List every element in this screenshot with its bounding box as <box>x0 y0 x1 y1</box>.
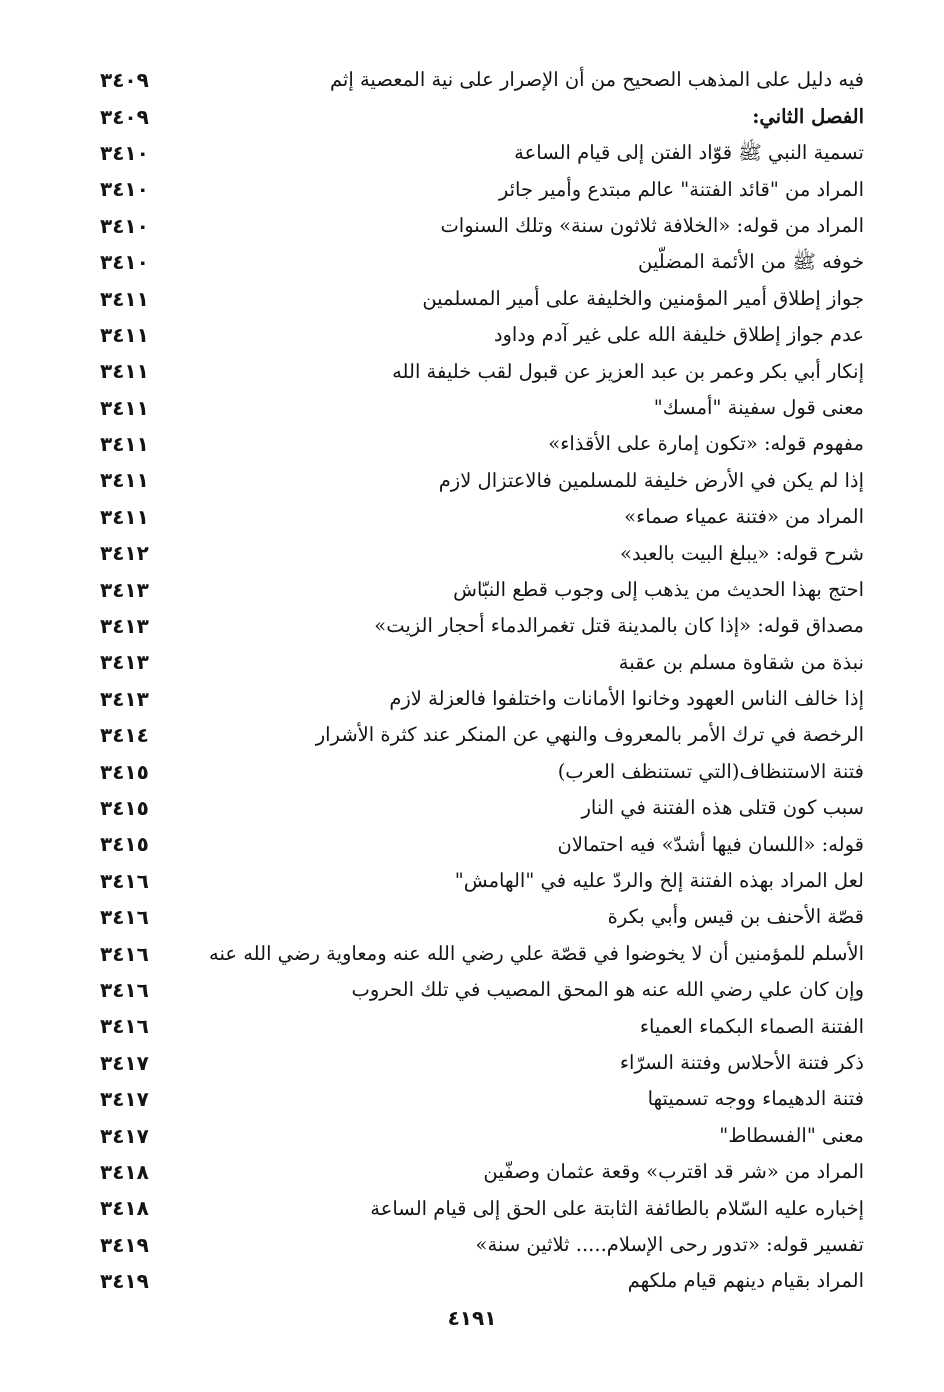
toc-entry-page: ٣٤١٠ <box>100 140 149 165</box>
toc-entry-page: ٣٤١٦ <box>100 941 149 966</box>
toc-entry-text: جواز إطلاق أمير المؤمنين والخليفة على أمير المسلمين <box>422 286 864 310</box>
toc-entry-text: المراد من "قائد الفتنة" عالم مبتدع وأمير جائر <box>498 177 864 201</box>
toc-entry-page: ٣٤١٢ <box>100 541 149 566</box>
section-heading: الفصل الثاني: <box>752 104 864 128</box>
toc-entry-text: المراد من قوله: «الخلافة ثلاثون سنة» وتلك السنوات <box>440 214 864 237</box>
toc-entry-page: ٣٤١٨ <box>100 1196 149 1221</box>
toc-entry-text: معنى "الفسطاط" <box>719 1123 864 1147</box>
table-of-contents <box>100 62 864 1299</box>
toc-entry-page: ٣٤١٦ <box>100 977 149 1002</box>
toc-row <box>100 1117 864 1153</box>
toc-row <box>100 681 864 717</box>
toc-entry-text: مصداق قوله: «إذا كان بالمدينة قتل تغمرالدماء أحجار الزيت» <box>374 614 864 638</box>
toc-entry-page: ٣٤١١ <box>100 468 149 493</box>
toc-row <box>100 1263 864 1299</box>
toc-row <box>100 1045 864 1081</box>
toc-row <box>100 98 864 134</box>
toc-row <box>100 499 864 535</box>
toc-entry-page: ٣٤١٣ <box>100 650 149 675</box>
toc-entry-page: ٣٤١٩ <box>100 1269 149 1294</box>
toc-row <box>100 208 864 244</box>
toc-entry-page: ٣٤١٦ <box>100 905 149 930</box>
footer-page-number: ٤١٩١ <box>447 1306 497 1330</box>
toc-entry-text: ذكر فتنة الأحلاس وفتنة السرّاء <box>619 1050 864 1074</box>
toc-entry-page: ٣٤١١ <box>100 322 149 347</box>
toc-row <box>100 608 864 644</box>
toc-entry-page: ٣٤١٠ <box>100 250 149 275</box>
toc-entry-page: ٣٤١٦ <box>100 868 149 893</box>
toc-row <box>100 135 864 171</box>
toc-entry-text: الفتنة الصماء البكماء العمياء <box>639 1014 864 1038</box>
toc-entry-text: المراد من «فتنة عمياء صماء» <box>624 505 864 529</box>
toc-row <box>100 390 864 426</box>
toc-entry-text: معنى قول سفينة "أمسك" <box>653 395 864 419</box>
toc-entry-text: قوله: «اللسان فيها أشدّ» فيه احتمالان <box>557 832 864 856</box>
toc-entry-page: ٣٤١٥ <box>100 796 149 820</box>
toc-entry-page: ٣٤١١ <box>100 504 149 529</box>
toc-entry-page: ٣٤٠٩ <box>100 68 149 93</box>
toc-row <box>100 426 864 462</box>
toc-row <box>100 1227 864 1263</box>
toc-row <box>100 462 864 498</box>
toc-entry-text: إنكار أبي بكر وعمر بن عبد العزيز عن قبول لقب خليفة الله <box>392 359 864 383</box>
toc-entry-text: وإن كان علي رضي الله عنه هو المحق المصيب في تلك الحروب <box>351 978 864 1002</box>
toc-entry-text: مفهوم قوله: «تكون إمارة على الأقذاء» <box>548 432 864 456</box>
toc-entry-text: إذا لم يكن في الأرض خليفة للمسلمين فالاعتزال لازم <box>438 468 864 492</box>
toc-entry-page: ٣٤١٦ <box>100 1014 149 1039</box>
toc-entry-text: المراد بقيام دينهم قيام ملكهم <box>627 1269 864 1293</box>
toc-entry-text: احتج بهذا الحديث من يذهب إلى وجوب قطع النبّاش <box>453 577 864 601</box>
toc-entry-text: فيه دليل على المذهب الصحيح من أن الإصرار على نية المعصية إثم <box>329 68 864 92</box>
toc-entry-text: فتنة الاستنظاف(التي تستنظف العرب) <box>557 759 864 783</box>
toc-entry-page: ٣٤١١ <box>100 432 149 457</box>
toc-entry-text: قصّة الأحنف بن قيس وأبي بكرة <box>607 905 864 929</box>
toc-row <box>100 790 864 826</box>
toc-entry-page: ٣٤١٩ <box>100 1232 149 1257</box>
toc-row <box>100 863 864 899</box>
toc-entry-text: خوفه ﷺ من الأئمة المضلّين <box>638 250 864 274</box>
toc-entry-text: عدم جواز إطلاق خليفة الله على غير آدم وداود <box>493 323 864 347</box>
toc-entry-text: المراد من «شر قد اقترب» وقعة عثمان وصفّين <box>483 1160 864 1184</box>
toc-row <box>100 244 864 280</box>
toc-row <box>100 753 864 789</box>
toc-entry-page: ٣٤١٥ <box>100 759 149 784</box>
toc-entry-page: ٣٤٠٩ <box>100 104 149 129</box>
toc-entry-page: ٣٤١٣ <box>100 614 149 639</box>
toc-entry-page: ٣٤١٨ <box>100 1159 149 1184</box>
toc-entry-page: ٣٤١٣ <box>100 577 149 602</box>
toc-row <box>100 571 864 607</box>
toc-entry-page: ٣٤١٧ <box>100 1050 149 1075</box>
toc-row <box>100 62 864 98</box>
toc-entry-text: لعل المراد بهذه الفتنة إلخ والردّ عليه في "الهامش" <box>454 869 864 893</box>
toc-entry-page: ٣٤١٣ <box>100 686 149 711</box>
toc-entry-text: شرح قوله: «يبلغ البيت بالعبد» <box>620 541 864 565</box>
toc-entry-page: ٣٤١٠ <box>100 177 149 202</box>
toc-entry-page: ٣٤١٧ <box>100 1123 149 1148</box>
toc-entry-text: سبب كون قتلى هذه الفتنة في النار <box>581 796 864 820</box>
toc-entry-text: إذا خالف الناس العهود وخانوا الأمانات واختلفوا فالعزلة لازم <box>389 687 864 711</box>
toc-row <box>100 1190 864 1226</box>
toc-entry-page: ٣٤١١ <box>100 286 149 311</box>
toc-row <box>100 644 864 680</box>
toc-entry-page: ٣٤١٠ <box>100 213 149 238</box>
toc-row <box>100 1008 864 1044</box>
toc-row <box>100 717 864 753</box>
toc-row <box>100 1154 864 1190</box>
toc-entry-page: ٣٤١٥ <box>100 832 149 857</box>
toc-entry-text: الرخصة في ترك الأمر بالمعروف والنهي عن المنكر عند كثرة الأشرار <box>315 723 864 747</box>
toc-entry-page: ٣٤١١ <box>100 359 149 384</box>
toc-row <box>100 826 864 862</box>
toc-row <box>100 280 864 316</box>
toc-row <box>100 535 864 571</box>
toc-entry-text: الأسلم للمؤمنين أن لا يخوضوا في قصّة علي رضي الله عنه ومعاوية رضي الله عنه <box>209 941 864 965</box>
toc-entry-page: ٣٤١٧ <box>100 1087 149 1112</box>
toc-entry-page: ٣٤١٤ <box>100 723 149 748</box>
toc-row <box>100 317 864 353</box>
toc-entry-page: ٣٤١١ <box>100 395 149 420</box>
toc-entry-text: تسمية النبي ﷺ قوّاد الفتن إلى قيام الساعة <box>514 141 864 165</box>
toc-entry-text: نبذة من شقاوة مسلم بن عقبة <box>618 650 864 674</box>
toc-entry-text: فتنة الدهيماء ووجه تسميتها <box>647 1087 864 1111</box>
toc-row <box>100 1081 864 1117</box>
toc-entry-text: إخباره عليه السّلام بالطائفة الثابتة على الحق إلى قيام الساعة <box>370 1196 864 1220</box>
toc-row <box>100 899 864 935</box>
toc-row <box>100 353 864 389</box>
toc-row <box>100 972 864 1008</box>
toc-entry-text: تفسير قوله: «تدور رحى الإسلام..... ثلاثين سنة» <box>475 1232 864 1256</box>
toc-row <box>100 171 864 207</box>
toc-row <box>100 935 864 971</box>
